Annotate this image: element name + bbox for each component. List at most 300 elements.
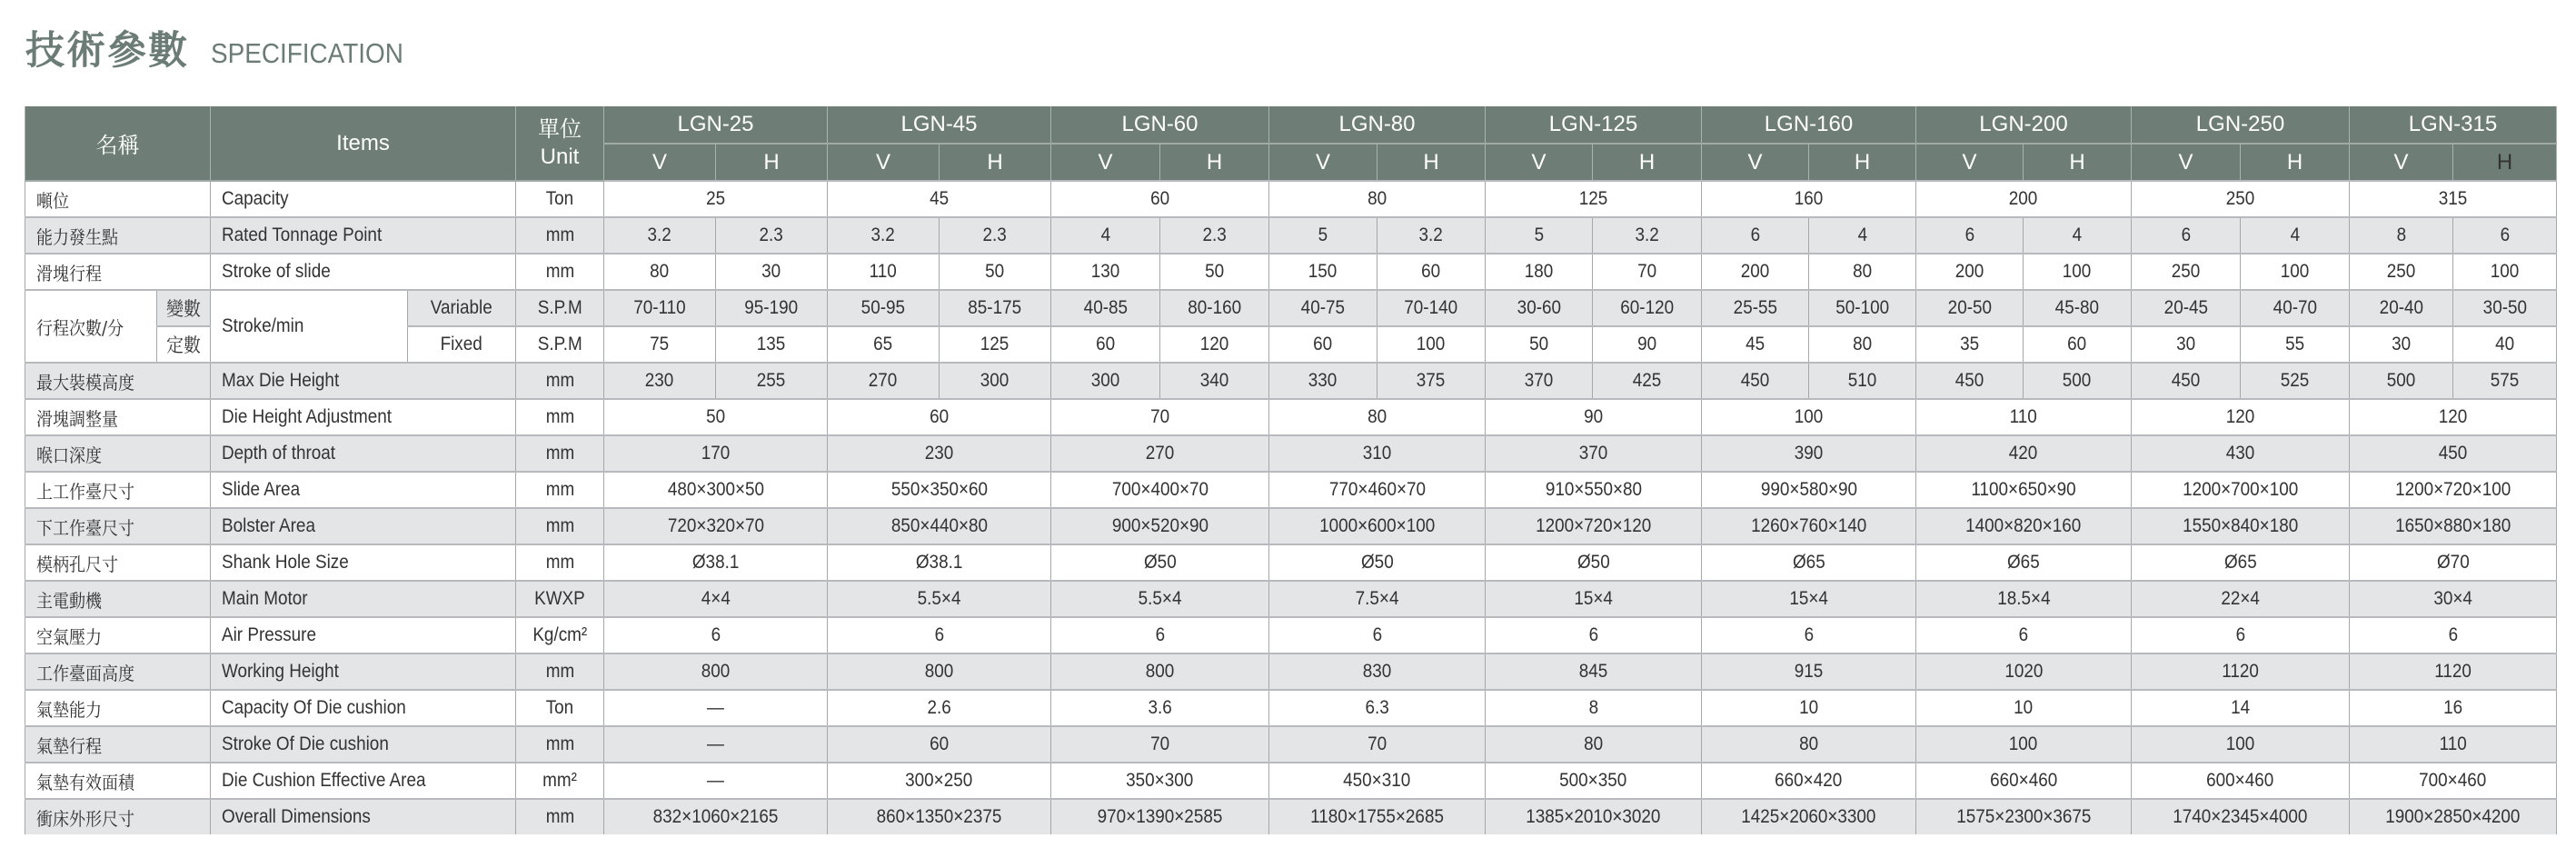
table-row: [25, 290, 2557, 326]
value-cell-text: 6.3: [1365, 697, 1389, 718]
value-vertical: [604, 363, 716, 399]
value-cell: [1486, 763, 1702, 799]
value-cell-text: 230: [924, 443, 954, 464]
value-vertical: [2350, 326, 2453, 363]
value-cell: [828, 763, 1051, 799]
value-cell-text: 850×440×80: [890, 515, 988, 536]
value-cell-text: —: [707, 770, 724, 791]
value-cell-text: 120: [2438, 406, 2468, 427]
value-cell: [828, 617, 1051, 653]
value-cell: [1269, 763, 1486, 799]
value-horizontal: [940, 254, 1051, 290]
row-name-zh: [25, 363, 211, 399]
value-vertical: [828, 363, 940, 399]
value-vertical: [1051, 326, 1160, 363]
value-cell: [1486, 581, 1702, 617]
value-cell: [1269, 581, 1486, 617]
value-vertical-text: 50-95: [860, 297, 906, 318]
value-vertical: [1051, 217, 1160, 254]
row-name-en-text: Slide Area: [222, 479, 301, 500]
header-model: LGN-160: [1702, 106, 1916, 144]
value-cell-text: Ø50: [1143, 552, 1177, 573]
value-vertical: [604, 217, 716, 254]
value-vertical-text: 20-40: [2379, 297, 2423, 318]
value-vertical: [1486, 326, 1593, 363]
row-name-en: [211, 472, 516, 508]
value-horizontal: [2024, 326, 2132, 363]
value-vertical: [1486, 363, 1593, 399]
header-vertical: V: [1702, 144, 1809, 181]
row-name-en: [211, 581, 516, 617]
row-subname-en-text: Variable: [431, 297, 492, 318]
header-model: LGN-25: [604, 106, 828, 144]
row-subname-zh-text: 變數: [166, 299, 201, 320]
value-cell: [1486, 472, 1702, 508]
value-horizontal: [2024, 290, 2132, 326]
value-horizontal-text: 4: [2290, 224, 2300, 245]
header-horizontal: H: [2241, 144, 2350, 181]
header-vertical: V: [1051, 144, 1160, 181]
value-cell: [1051, 435, 1269, 472]
value-horizontal-text: 40: [2494, 334, 2515, 354]
row-name-zh: [25, 399, 211, 435]
value-horizontal-text: 4: [1857, 224, 1867, 245]
row-name-en: [211, 653, 516, 690]
value-vertical: [828, 290, 940, 326]
value-cell-text: —: [707, 697, 724, 718]
value-vertical: [1702, 363, 1809, 399]
row-subname-en-text: Fixed: [440, 334, 483, 354]
value-vertical: [2350, 254, 2453, 290]
row-unit: [516, 363, 604, 399]
row-unit-text: Kg/cm²: [532, 624, 587, 645]
value-cell: [1916, 508, 2132, 544]
value-cell-text: Ø38.1: [691, 552, 740, 573]
value-cell: [604, 435, 828, 472]
value-horizontal-text: 55: [2284, 334, 2305, 354]
header-horizontal: H: [1378, 144, 1486, 181]
value-vertical-text: 70-110: [633, 297, 686, 318]
row-unit-text: mm: [545, 443, 574, 464]
value-horizontal-text: 6: [2500, 224, 2510, 245]
value-horizontal-text: 100: [2280, 261, 2310, 282]
value-cell: [1051, 508, 1269, 544]
value-vertical-text: 20-50: [1947, 297, 1992, 318]
value-horizontal: [1160, 290, 1269, 326]
row-name-en: [211, 617, 516, 653]
value-horizontal: [1378, 326, 1486, 363]
row-subname-zh-text: 定數: [166, 335, 201, 356]
value-cell: [1702, 508, 1916, 544]
value-horizontal: [2453, 254, 2557, 290]
value-cell-text: 5.5×4: [917, 588, 961, 609]
value-horizontal-text: 60: [1421, 261, 1441, 282]
value-cell-text: 1100×650×90: [1971, 479, 2076, 500]
header-vertical: V: [1269, 144, 1378, 181]
value-cell-text: 18.5×4: [1996, 588, 2051, 609]
value-horizontal: [1160, 363, 1269, 399]
value-horizontal-text: 70-140: [1404, 297, 1458, 318]
value-horizontal: [940, 290, 1051, 326]
value-cell: [2350, 581, 2557, 617]
value-cell: [1269, 472, 1486, 508]
value-horizontal: [1809, 363, 1916, 399]
value-vertical: [1916, 217, 2024, 254]
row-name-en-text: Rated Tonnage Point: [222, 224, 383, 245]
value-vertical-text: 35: [1959, 334, 1980, 354]
value-cell-text: 80: [1583, 733, 1604, 754]
row-subname-zh: [157, 326, 211, 363]
value-vertical: [828, 326, 940, 363]
value-cell: [604, 508, 828, 544]
row-unit-text: mm: [545, 806, 574, 827]
value-cell-text: 100: [2225, 733, 2255, 754]
value-cell: [2350, 763, 2557, 799]
row-name-en: [211, 690, 516, 726]
table-row: [25, 472, 2557, 508]
row-name-zh-text: 最大裝模高度: [36, 371, 134, 394]
value-cell-text: 2.6: [927, 697, 951, 718]
table-row: [25, 181, 2557, 217]
value-horizontal: [1378, 363, 1486, 399]
value-vertical: [1269, 254, 1378, 290]
value-cell: [1051, 653, 1269, 690]
value-horizontal-text: 340: [1199, 370, 1229, 391]
value-cell: [1916, 653, 2132, 690]
value-cell-text: 6: [711, 624, 721, 645]
value-horizontal-text: 3.2: [1635, 224, 1659, 245]
header-unit: [516, 106, 604, 181]
value-horizontal: [2241, 254, 2350, 290]
header-horizontal: H: [1593, 144, 1702, 181]
value-cell-text: Ø65: [2223, 552, 2257, 573]
value-vertical: [1916, 363, 2024, 399]
value-cell: [828, 472, 1051, 508]
value-horizontal: [940, 363, 1051, 399]
row-subname-zh: [157, 290, 211, 326]
value-horizontal-text: 45-80: [2054, 297, 2100, 318]
value-cell-text: Ø65: [2007, 552, 2040, 573]
table-row: [25, 690, 2557, 726]
value-vertical: [1702, 290, 1809, 326]
value-cell-text: 1260×760×140: [1750, 515, 1867, 536]
value-cell: [1486, 399, 1702, 435]
row-name-en-text: Capacity: [222, 188, 289, 209]
value-cell: [604, 690, 828, 726]
value-cell-text: 70: [1149, 406, 1170, 427]
value-cell-text: 120: [2225, 406, 2255, 427]
row-subname-en: [408, 290, 516, 326]
value-cell-text: 550×350×60: [890, 479, 988, 500]
value-cell-text: 1400×820×160: [1965, 515, 2082, 536]
value-vertical: [2350, 217, 2453, 254]
value-horizontal: [1809, 290, 1916, 326]
value-horizontal-text: 30-50: [2482, 297, 2527, 318]
header-horizontal: H: [1160, 144, 1269, 181]
value-vertical: [828, 217, 940, 254]
value-horizontal: [1593, 290, 1702, 326]
value-vertical-text: 30-60: [1517, 297, 1561, 318]
value-vertical: [2132, 326, 2241, 363]
value-vertical-text: 25-55: [1733, 297, 1777, 318]
value-cell-text: 600×460: [2206, 770, 2274, 791]
value-cell: [1916, 399, 2132, 435]
value-cell: [604, 799, 828, 834]
value-cell-text: 770×460×70: [1328, 479, 1426, 500]
row-name-en: [211, 726, 516, 763]
row-name-zh: [25, 617, 211, 653]
value-cell-text: 315: [2438, 188, 2468, 209]
value-vertical-text: 50: [1528, 334, 1549, 354]
header-model: LGN-125: [1486, 106, 1702, 144]
value-vertical-text: 45: [1745, 334, 1765, 354]
value-cell-text: 70: [1149, 733, 1170, 754]
row-name-en-text: Bolster Area: [222, 515, 315, 536]
value-cell: [828, 653, 1051, 690]
row-unit: [516, 254, 604, 290]
row-name-zh: [25, 799, 211, 834]
value-cell: [1486, 726, 1702, 763]
value-vertical: [1702, 326, 1809, 363]
value-horizontal-text: 255: [757, 370, 786, 391]
value-cell-text: 450×310: [1343, 770, 1411, 791]
row-unit: [516, 544, 604, 581]
value-cell: [1269, 399, 1486, 435]
value-horizontal-text: 4: [2072, 224, 2083, 245]
row-name-zh: [25, 181, 211, 217]
row-name-en-text: Working Height: [222, 661, 339, 682]
value-horizontal: [716, 326, 828, 363]
value-vertical: [1486, 254, 1593, 290]
value-horizontal: [716, 363, 828, 399]
value-horizontal-text: 60-120: [1620, 297, 1674, 318]
value-cell: [604, 399, 828, 435]
value-cell-text: 1575×2300×3675: [1955, 806, 2092, 827]
value-cell-text: 8: [1588, 697, 1598, 718]
value-cell: [1702, 181, 1916, 217]
value-horizontal: [1593, 326, 1702, 363]
value-horizontal-text: 100: [2063, 261, 2092, 282]
value-cell: [2350, 690, 2557, 726]
value-cell: [1702, 472, 1916, 508]
value-cell: [1916, 726, 2132, 763]
value-cell: [2350, 181, 2557, 217]
value-horizontal-text: 2.3: [982, 224, 1008, 245]
value-horizontal-text: 500: [2063, 370, 2092, 391]
value-cell-text: 15×4: [1574, 588, 1613, 609]
value-cell: [1916, 472, 2132, 508]
value-horizontal: [716, 254, 828, 290]
row-name-en-text: Die Height Adjustment: [222, 406, 393, 427]
row-name-zh-text: 能力發生點: [36, 225, 118, 248]
value-vertical: [2350, 363, 2453, 399]
value-cell: [2132, 726, 2350, 763]
value-vertical-text: 75: [650, 334, 670, 354]
value-cell-text: 200: [2009, 188, 2038, 209]
value-vertical: [1269, 217, 1378, 254]
value-vertical: [1269, 363, 1378, 399]
value-cell-text: 450: [2438, 443, 2468, 464]
header-vertical: V: [1486, 144, 1593, 181]
value-vertical-text: 330: [1308, 370, 1338, 391]
row-name-en: [211, 363, 516, 399]
value-cell: [604, 763, 828, 799]
value-cell-text: 125: [1578, 188, 1608, 209]
value-cell: [1269, 799, 1486, 834]
row-name-en: [211, 217, 516, 254]
table-row: [25, 544, 2557, 581]
value-vertical: [1916, 290, 2024, 326]
value-cell: [828, 181, 1051, 217]
header-model: LGN-315: [2350, 106, 2557, 144]
value-cell: [604, 581, 828, 617]
row-name-en-text: Air Pressure: [222, 624, 316, 645]
value-vertical-text: 3.2: [870, 224, 896, 245]
row-name-en: [211, 399, 516, 435]
value-cell-text: 16: [2442, 697, 2463, 718]
row-unit: [516, 399, 604, 435]
value-vertical: [1486, 290, 1593, 326]
value-cell-text: 700×400×70: [1111, 479, 1208, 500]
row-unit-text: mm: [545, 733, 574, 754]
header-model: LGN-60: [1051, 106, 1269, 144]
value-cell: [1051, 544, 1269, 581]
row-unit: [516, 290, 604, 326]
value-cell: [1702, 690, 1916, 726]
title-english: SPECIFICATION: [211, 37, 403, 69]
header-horizontal: H: [716, 144, 828, 181]
value-cell-text: 845: [1578, 661, 1608, 682]
row-unit: [516, 326, 604, 363]
value-horizontal-text: 2.3: [759, 224, 784, 245]
value-cell: [1051, 399, 1269, 435]
value-cell-text: 370: [1578, 443, 1608, 464]
row-unit: [516, 799, 604, 834]
row-name-zh-text: 模柄孔尺寸: [36, 553, 118, 575]
value-cell-text: 7.5×4: [1355, 588, 1399, 609]
value-cell: [828, 581, 1051, 617]
header-vertical: V: [2350, 144, 2453, 181]
value-horizontal: [2453, 326, 2557, 363]
value-cell: [1486, 508, 1702, 544]
value-horizontal: [716, 290, 828, 326]
value-cell-text: 832×1060×2165: [652, 806, 779, 827]
value-vertical-text: 130: [1090, 261, 1120, 282]
value-vertical-text: 180: [1524, 261, 1554, 282]
value-cell-text: 480×300×50: [667, 479, 764, 500]
value-cell-text: 660×420: [1775, 770, 1843, 791]
value-cell: [828, 508, 1051, 544]
value-cell-text: 910×550×80: [1545, 479, 1642, 500]
value-cell-text: 1180×1755×2685: [1310, 806, 1444, 827]
value-cell: [1702, 653, 1916, 690]
value-horizontal: [2453, 290, 2557, 326]
value-cell: [1051, 690, 1269, 726]
value-cell: [2132, 617, 2350, 653]
value-cell-text: 22×4: [2221, 588, 2260, 609]
value-cell-text: 10: [1798, 697, 1819, 718]
value-cell: [1486, 435, 1702, 472]
row-name-en-text: Stroke/min: [222, 315, 304, 336]
row-name-zh: [25, 763, 211, 799]
value-cell: [828, 799, 1051, 834]
value-cell: [2132, 399, 2350, 435]
value-cell-text: 1385×2010×3020: [1526, 806, 1661, 827]
value-horizontal-text: 120: [1199, 334, 1229, 354]
table-row: [25, 435, 2557, 472]
value-cell-text: 1020: [2004, 661, 2044, 682]
value-cell-text: 80: [1367, 406, 1387, 427]
value-horizontal-text: 3.2: [1418, 224, 1444, 245]
value-cell-text: 25: [705, 188, 726, 209]
value-cell-text: 60: [929, 733, 950, 754]
row-unit: [516, 690, 604, 726]
value-cell: [2350, 653, 2557, 690]
value-cell: [604, 617, 828, 653]
value-horizontal: [1809, 326, 1916, 363]
value-cell-text: 900×520×90: [1111, 515, 1208, 536]
value-vertical: [1051, 254, 1160, 290]
value-cell-text: Ø70: [2436, 552, 2470, 573]
row-name-zh-text: 滑塊行程: [36, 262, 102, 284]
value-cell-text: 1120: [2222, 661, 2259, 682]
value-vertical: [1916, 326, 2024, 363]
value-cell-text: 90: [1583, 406, 1604, 427]
value-horizontal: [2241, 363, 2350, 399]
value-horizontal-text: 2.3: [1202, 224, 1227, 245]
value-cell-text: 110: [2439, 733, 2467, 754]
value-vertical-text: 8: [2396, 224, 2406, 245]
value-cell: [2350, 399, 2557, 435]
row-name-en: [211, 254, 516, 290]
table-row: [25, 581, 2557, 617]
header-items: Items: [211, 106, 516, 181]
row-name-zh: [25, 726, 211, 763]
value-vertical-text: 250: [2386, 261, 2416, 282]
row-unit-text: mm: [545, 479, 574, 500]
row-name-zh-text: 空氣壓力: [36, 625, 102, 648]
value-cell-text: 300×250: [905, 770, 973, 791]
value-vertical-text: 270: [869, 370, 898, 391]
row-subname-en: [408, 326, 516, 363]
value-cell-text: 6: [1588, 624, 1598, 645]
value-cell-text: 250: [2225, 188, 2255, 209]
page-title: [25, 24, 424, 75]
value-cell-text: 6: [2235, 624, 2245, 645]
value-horizontal: [1378, 290, 1486, 326]
value-cell: [1051, 617, 1269, 653]
value-vertical-text: 4: [1100, 224, 1110, 245]
value-cell-text: 1200×720×120: [1535, 515, 1652, 536]
value-cell-text: 1740×2345×4000: [2173, 806, 2308, 827]
value-vertical-text: 30: [2175, 334, 2196, 354]
table-row: [25, 217, 2557, 254]
value-cell-text: Ø38.1: [915, 552, 963, 573]
value-cell-text: 310: [1362, 443, 1392, 464]
value-cell: [1702, 799, 1916, 834]
value-vertical-text: 6: [1964, 224, 1974, 245]
value-cell: [1916, 544, 2132, 581]
value-cell: [1051, 726, 1269, 763]
value-cell: [2132, 653, 2350, 690]
header-horizontal: H: [2024, 144, 2132, 181]
value-cell-text: 430: [2225, 443, 2255, 464]
value-vertical: [2132, 290, 2241, 326]
value-vertical-text: 30: [2391, 334, 2412, 354]
value-cell: [2132, 763, 2350, 799]
row-unit: [516, 653, 604, 690]
row-name-zh-text: 主電動機: [36, 589, 102, 612]
